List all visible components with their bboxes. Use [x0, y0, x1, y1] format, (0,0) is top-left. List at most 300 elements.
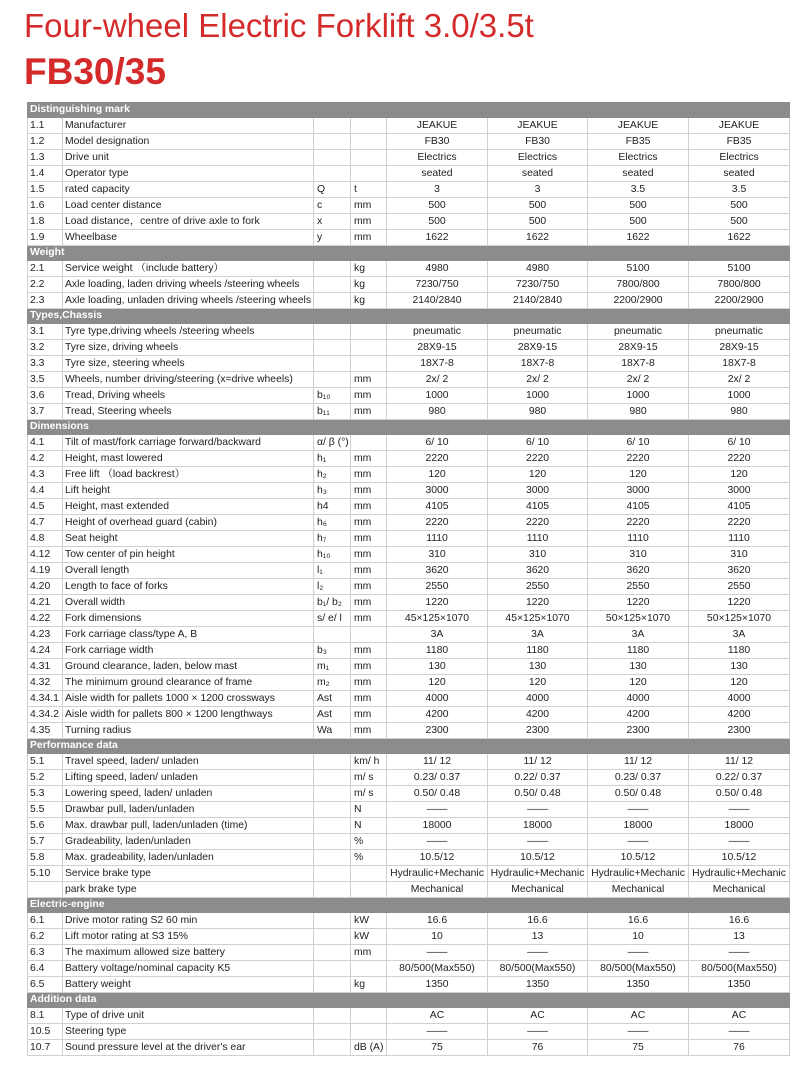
row-number: 3.3 [28, 356, 63, 372]
table-row [28, 1008, 790, 1024]
row-value: 80/500(Max550) [387, 961, 488, 977]
row-value: 3A [387, 627, 488, 643]
row-value: 45×125×1070 [387, 611, 488, 627]
row-value: 4980 [488, 261, 588, 277]
row-value: AC [488, 1008, 588, 1024]
row-label: Overall length [63, 563, 314, 579]
row-label: The maximum allowed size battery [63, 945, 314, 961]
row-number: 5.7 [28, 834, 63, 850]
row-value: 2x/ 2 [689, 372, 790, 388]
row-symbol: h₃ [314, 483, 351, 499]
row-symbol [314, 961, 351, 977]
row-number: 5.8 [28, 850, 63, 866]
row-symbol [314, 818, 351, 834]
row-value: 10.5/12 [588, 850, 689, 866]
row-value: 5100 [689, 261, 790, 277]
row-number: 6.3 [28, 945, 63, 961]
row-value: Electrics [488, 150, 588, 166]
section-title: Addition data [28, 993, 790, 1008]
row-label: Fork dimensions [63, 611, 314, 627]
row-value: 1180 [588, 643, 689, 659]
section-title: Electric-engine [28, 898, 790, 913]
row-value: 500 [488, 198, 588, 214]
row-label: Aisle width for pallets 800 × 1200 lengthways [63, 707, 314, 723]
row-unit: km/ h [351, 754, 387, 770]
row-unit: mm [351, 451, 387, 467]
row-value: 4000 [588, 691, 689, 707]
row-value: 130 [588, 659, 689, 675]
row-value: seated [488, 166, 588, 182]
row-symbol [314, 627, 351, 643]
row-value: 7230/750 [488, 277, 588, 293]
section-header [28, 309, 790, 324]
row-value: 3.5 [588, 182, 689, 198]
row-symbol: s/ e/ l [314, 611, 351, 627]
row-value: 16.6 [488, 913, 588, 929]
row-unit: mm [351, 230, 387, 246]
table-row [28, 770, 790, 786]
row-symbol: b₁₀ [314, 388, 351, 404]
table-row [28, 198, 790, 214]
row-unit: kg [351, 977, 387, 993]
row-value: 1220 [387, 595, 488, 611]
row-value: 2550 [588, 579, 689, 595]
section-title: Performance data [28, 739, 790, 754]
row-number: 4.23 [28, 627, 63, 643]
row-value: Electrics [387, 150, 488, 166]
row-unit: mm [351, 515, 387, 531]
table-row [28, 675, 790, 691]
row-value: —— [387, 802, 488, 818]
table-row [28, 1040, 790, 1056]
row-symbol [314, 929, 351, 945]
table-row [28, 134, 790, 150]
row-label: Lowering speed, laden/ unladen [63, 786, 314, 802]
section-header [28, 103, 790, 118]
row-value: 13 [488, 929, 588, 945]
row-unit [351, 150, 387, 166]
row-symbol [314, 882, 351, 898]
row-label: Wheels, number driving/steering (x=drive wheels) [63, 372, 314, 388]
row-label: Fork carriage width [63, 643, 314, 659]
row-value: 10 [588, 929, 689, 945]
row-value: 18X7-8 [387, 356, 488, 372]
row-symbol: h₆ [314, 515, 351, 531]
row-value: 4980 [387, 261, 488, 277]
row-value: —— [488, 834, 588, 850]
row-label: Tread, Driving wheels [63, 388, 314, 404]
row-value: 50×125×1070 [689, 611, 790, 627]
row-value: 1110 [689, 531, 790, 547]
row-label: Tread, Steering wheels [63, 404, 314, 420]
row-value: —— [488, 945, 588, 961]
row-unit [351, 1024, 387, 1040]
row-label: Max. gradeability, laden/unladen [63, 850, 314, 866]
row-number: 5.2 [28, 770, 63, 786]
row-unit: mm [351, 198, 387, 214]
row-value: 80/500(Max550) [588, 961, 689, 977]
row-number: 5.6 [28, 818, 63, 834]
row-value: 3620 [387, 563, 488, 579]
row-label: rated capacity [63, 182, 314, 198]
table-row [28, 882, 790, 898]
section-title: Distinguishing mark [28, 103, 790, 118]
row-value: 1350 [387, 977, 488, 993]
row-label: Tyre size, driving wheels [63, 340, 314, 356]
row-label: Steering type [63, 1024, 314, 1040]
row-symbol: Wa [314, 723, 351, 739]
row-value: 1180 [689, 643, 790, 659]
row-unit: mm [351, 483, 387, 499]
row-value: 4000 [488, 691, 588, 707]
row-number: 5.1 [28, 754, 63, 770]
row-symbol: h₁ [314, 451, 351, 467]
row-symbol: h₂ [314, 467, 351, 483]
row-value: Electrics [588, 150, 689, 166]
section-header [28, 420, 790, 435]
row-value: 310 [588, 547, 689, 563]
row-unit: mm [351, 945, 387, 961]
row-value: Hydraulic+Mechanic [689, 866, 790, 882]
row-symbol [314, 356, 351, 372]
row-unit: kg [351, 277, 387, 293]
row-value: pneumatic [588, 324, 689, 340]
row-symbol [314, 1024, 351, 1040]
row-value: 11/ 12 [387, 754, 488, 770]
row-symbol [314, 134, 351, 150]
row-value: 120 [488, 675, 588, 691]
row-unit [351, 627, 387, 643]
row-symbol [314, 166, 351, 182]
row-value: 120 [588, 467, 689, 483]
row-number: 4.35 [28, 723, 63, 739]
table-row [28, 579, 790, 595]
row-value: 1110 [488, 531, 588, 547]
row-unit: % [351, 850, 387, 866]
row-label: Max. drawbar pull, laden/unladen (time) [63, 818, 314, 834]
row-symbol: h₇ [314, 531, 351, 547]
row-label: park brake type [63, 882, 314, 898]
row-symbol [314, 866, 351, 882]
row-label: Battery voltage/nominal capacity K5 [63, 961, 314, 977]
table-row [28, 659, 790, 675]
table-row [28, 945, 790, 961]
row-symbol: l₂ [314, 579, 351, 595]
row-unit: mm [351, 579, 387, 595]
table-row [28, 451, 790, 467]
row-value: 0.22/ 0.37 [488, 770, 588, 786]
row-value: 3A [689, 627, 790, 643]
row-value: pneumatic [689, 324, 790, 340]
row-value: 1000 [387, 388, 488, 404]
row-value: 18000 [387, 818, 488, 834]
row-number: 1.3 [28, 150, 63, 166]
row-value: AC [387, 1008, 488, 1024]
row-label: Manufacturer [63, 118, 314, 134]
row-number: 4.8 [28, 531, 63, 547]
row-symbol: b₃ [314, 643, 351, 659]
row-value: 80/500(Max550) [488, 961, 588, 977]
row-value: 1110 [387, 531, 488, 547]
row-unit [351, 340, 387, 356]
row-value: 45×125×1070 [488, 611, 588, 627]
row-symbol: y [314, 230, 351, 246]
row-value: 1220 [488, 595, 588, 611]
row-label: Turning radius [63, 723, 314, 739]
row-number: 4.20 [28, 579, 63, 595]
row-unit: N [351, 802, 387, 818]
row-number: 1.8 [28, 214, 63, 230]
row-label: Wheelbase [63, 230, 314, 246]
row-value: —— [588, 1024, 689, 1040]
row-number: 1.9 [28, 230, 63, 246]
row-unit: mm [351, 372, 387, 388]
table-row [28, 515, 790, 531]
row-value: 1350 [588, 977, 689, 993]
row-value: —— [689, 802, 790, 818]
table-row [28, 166, 790, 182]
table-row [28, 277, 790, 293]
row-number: 3.5 [28, 372, 63, 388]
row-number: 4.1 [28, 435, 63, 451]
row-value: Mechanical [488, 882, 588, 898]
row-number: 6.4 [28, 961, 63, 977]
row-symbol [314, 913, 351, 929]
row-symbol: h4 [314, 499, 351, 515]
row-symbol: Ast [314, 707, 351, 723]
table-row [28, 850, 790, 866]
row-label: Seat height [63, 531, 314, 547]
table-row [28, 818, 790, 834]
row-unit [351, 882, 387, 898]
row-value: JEAKUE [387, 118, 488, 134]
table-row [28, 754, 790, 770]
row-value: —— [387, 834, 488, 850]
row-value: 120 [387, 467, 488, 483]
row-value: 2300 [387, 723, 488, 739]
table-row [28, 611, 790, 627]
row-value: 18000 [488, 818, 588, 834]
row-label: Ground clearance, laden, below mast [63, 659, 314, 675]
row-value: 4200 [588, 707, 689, 723]
table-row [28, 261, 790, 277]
row-value: 50×125×1070 [588, 611, 689, 627]
section-header [28, 739, 790, 754]
row-value: 3000 [387, 483, 488, 499]
row-symbol [314, 802, 351, 818]
row-value: 6/ 10 [689, 435, 790, 451]
row-symbol: c [314, 198, 351, 214]
table-row [28, 324, 790, 340]
row-value: Electrics [689, 150, 790, 166]
table-row [28, 531, 790, 547]
row-value: —— [387, 1024, 488, 1040]
row-number: 4.31 [28, 659, 63, 675]
row-symbol: l₁ [314, 563, 351, 579]
row-value: 0.50/ 0.48 [488, 786, 588, 802]
row-value: 7800/800 [588, 277, 689, 293]
row-value: JEAKUE [689, 118, 790, 134]
row-value: 16.6 [588, 913, 689, 929]
row-value: 18X7-8 [689, 356, 790, 372]
row-value: 2200/2900 [588, 293, 689, 309]
row-value: 980 [588, 404, 689, 420]
row-number: 10.7 [28, 1040, 63, 1056]
row-value: 1000 [488, 388, 588, 404]
row-number: 1.6 [28, 198, 63, 214]
row-number: 4.12 [28, 547, 63, 563]
row-value: —— [588, 945, 689, 961]
row-number: 3.1 [28, 324, 63, 340]
row-unit: mm [351, 659, 387, 675]
row-number: 4.24 [28, 643, 63, 659]
row-label: Fork carriage class/type A, B [63, 627, 314, 643]
row-unit [351, 324, 387, 340]
table-row [28, 786, 790, 802]
row-value: 2300 [588, 723, 689, 739]
row-value: JEAKUE [588, 118, 689, 134]
row-unit: mm [351, 563, 387, 579]
row-value: 4200 [689, 707, 790, 723]
row-value: 2550 [387, 579, 488, 595]
table-row [28, 214, 790, 230]
row-unit: mm [351, 675, 387, 691]
row-value: 1350 [488, 977, 588, 993]
row-number: 4.19 [28, 563, 63, 579]
row-symbol [314, 150, 351, 166]
row-label: Tow center of pin height [63, 547, 314, 563]
table-row [28, 802, 790, 818]
row-value: 0.22/ 0.37 [689, 770, 790, 786]
row-value: 1110 [588, 531, 689, 547]
row-unit: dB (A) [351, 1040, 387, 1056]
row-number: 5.3 [28, 786, 63, 802]
row-value: 1622 [387, 230, 488, 246]
row-label: Lift motor rating at S3 15% [63, 929, 314, 945]
row-value: 2220 [488, 451, 588, 467]
row-value: 3.5 [689, 182, 790, 198]
row-value: 18X7-8 [488, 356, 588, 372]
row-value: FB30 [488, 134, 588, 150]
row-value: 500 [387, 198, 488, 214]
row-label: Axle loading, laden driving wheels /steering wheels [63, 277, 314, 293]
row-value: —— [488, 802, 588, 818]
row-value: —— [689, 945, 790, 961]
row-number: 10.5 [28, 1024, 63, 1040]
row-label: Service weight （include battery） [63, 261, 314, 277]
row-symbol [314, 770, 351, 786]
row-label: Aisle width for pallets 1000 × 1200 crossways [63, 691, 314, 707]
row-value: 4000 [387, 691, 488, 707]
spec-table [27, 102, 790, 1056]
row-value: 10 [387, 929, 488, 945]
row-unit: mm [351, 611, 387, 627]
table-row [28, 723, 790, 739]
row-value: 2140/2840 [387, 293, 488, 309]
row-value: 4105 [488, 499, 588, 515]
section-header [28, 898, 790, 913]
row-value: 2x/ 2 [387, 372, 488, 388]
row-value: 4105 [588, 499, 689, 515]
row-value: 130 [488, 659, 588, 675]
row-number: 3.2 [28, 340, 63, 356]
row-value: 28X9-15 [588, 340, 689, 356]
table-row [28, 929, 790, 945]
row-unit: mm [351, 499, 387, 515]
table-row [28, 866, 790, 882]
row-unit: N [351, 818, 387, 834]
row-label: Tyre size, steering wheels [63, 356, 314, 372]
row-value: 120 [689, 467, 790, 483]
row-unit: mm [351, 388, 387, 404]
row-value: 28X9-15 [387, 340, 488, 356]
row-value: 80/500(Max550) [689, 961, 790, 977]
row-unit: m/ s [351, 770, 387, 786]
row-unit: kW [351, 929, 387, 945]
row-value: 0.23/ 0.37 [387, 770, 488, 786]
table-row [28, 707, 790, 723]
row-value: 1180 [488, 643, 588, 659]
row-value: FB30 [387, 134, 488, 150]
row-value: 980 [488, 404, 588, 420]
row-symbol: m₂ [314, 675, 351, 691]
row-value: 3620 [488, 563, 588, 579]
row-number: 4.7 [28, 515, 63, 531]
row-value: 1622 [588, 230, 689, 246]
row-value: 3A [488, 627, 588, 643]
row-value: 1220 [689, 595, 790, 611]
row-number: 4.21 [28, 595, 63, 611]
row-label: Tilt of mast/fork carriage forward/backward [63, 435, 314, 451]
row-value: 11/ 12 [488, 754, 588, 770]
row-value: 18000 [588, 818, 689, 834]
table-row [28, 467, 790, 483]
row-unit [351, 961, 387, 977]
row-symbol [314, 1008, 351, 1024]
row-number: 3.7 [28, 404, 63, 420]
row-value: 75 [387, 1040, 488, 1056]
row-value: 2220 [689, 515, 790, 531]
table-row [28, 230, 790, 246]
row-value: Mechanical [387, 882, 488, 898]
row-value: 1622 [488, 230, 588, 246]
table-row [28, 834, 790, 850]
row-value: 13 [689, 929, 790, 945]
row-number: 5.10 [28, 866, 63, 882]
row-unit [351, 435, 387, 451]
row-value: 75 [588, 1040, 689, 1056]
table-row [28, 691, 790, 707]
row-symbol [314, 754, 351, 770]
row-label: Model designation [63, 134, 314, 150]
row-number: 1.4 [28, 166, 63, 182]
table-row [28, 340, 790, 356]
row-value: 4105 [689, 499, 790, 515]
row-label: Axle loading, unladen driving wheels /steering wheels [63, 293, 314, 309]
row-value: 1000 [588, 388, 689, 404]
row-unit [351, 118, 387, 134]
section-title: Types,Chassis [28, 309, 790, 324]
row-unit: mm [351, 531, 387, 547]
row-symbol [314, 261, 351, 277]
row-label: Overall width [63, 595, 314, 611]
row-value: 500 [689, 214, 790, 230]
row-value: 3620 [588, 563, 689, 579]
row-value: 2220 [588, 451, 689, 467]
row-unit: kW [351, 913, 387, 929]
row-value: 11/ 12 [588, 754, 689, 770]
table-row [28, 118, 790, 134]
